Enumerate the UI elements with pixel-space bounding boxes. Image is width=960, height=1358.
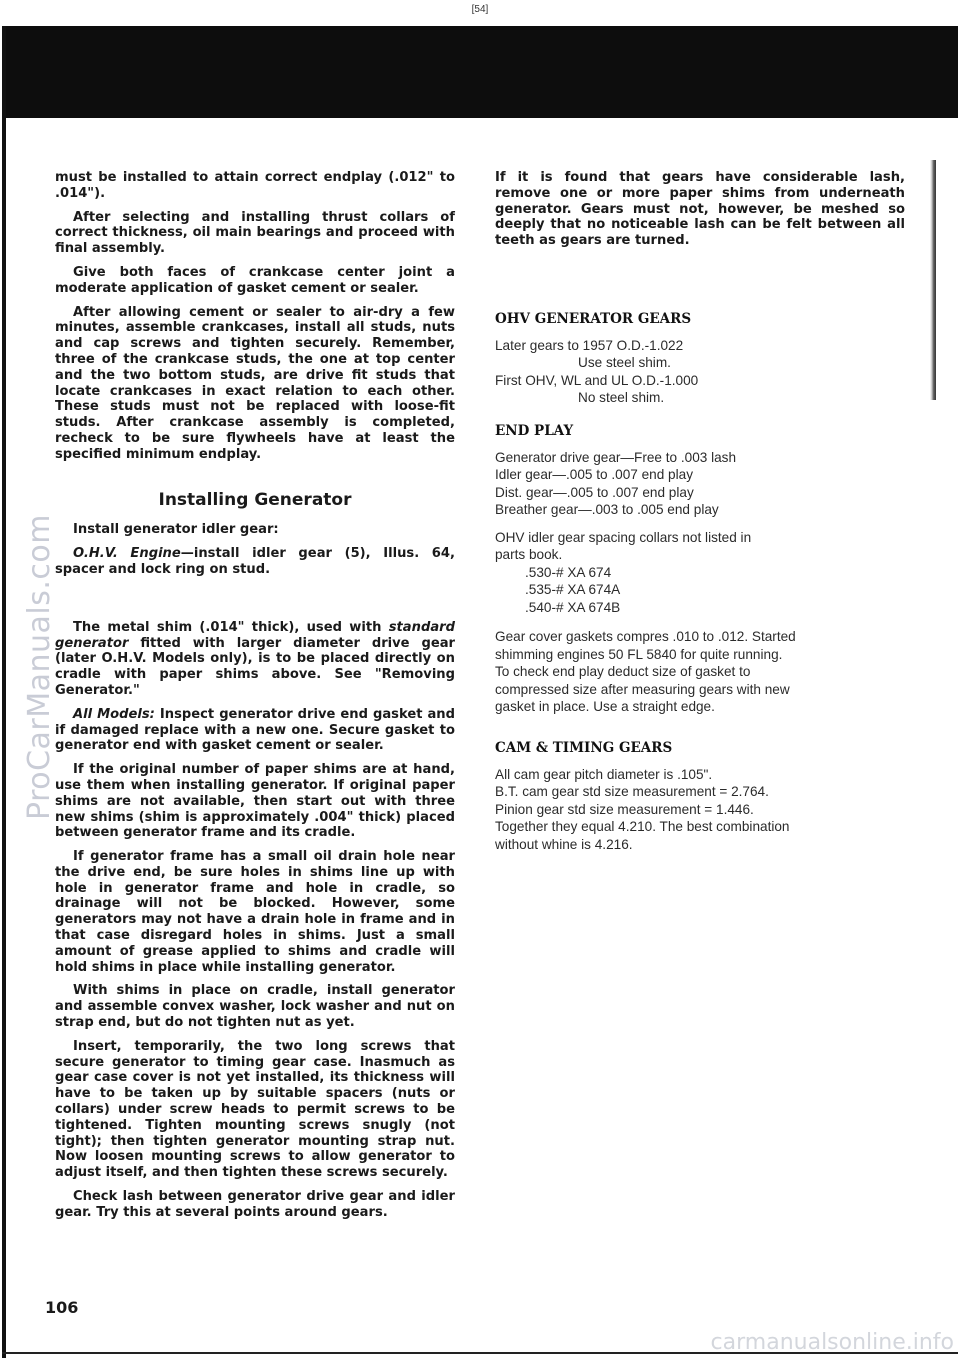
page-number: 106	[45, 1298, 79, 1317]
spec-line: Later gears to 1957 O.D.-1.022	[495, 337, 684, 353]
section-heading: Installing Generator	[158, 489, 352, 510]
paragraph: Check lash between generator drive gear and idler gear. Try this at several points around gears.	[55, 1189, 455, 1220]
spec-line: Generator drive gear—Free to .003 lash	[495, 449, 737, 465]
all-models-label: All Models:	[73, 706, 155, 722]
page-label: [54]	[471, 4, 489, 15]
left-column	[55, 170, 455, 1229]
spec-line: No steel shim.	[578, 390, 665, 406]
spec-line: Use steel shim.	[578, 355, 671, 371]
shim-paragraph: The metal shim (.014" thick), used with standard generator fitted with larger diameter drive gear (later O.H.V. Models only), is to be placed directly on cradle with paper shims above. See "Removing Generator."	[55, 619, 455, 698]
note-line: compressed size after measuring gears with new	[495, 681, 790, 697]
end-play-heading: END PLAY	[495, 422, 574, 439]
spec-line: All cam gear pitch diameter is .105".	[495, 766, 713, 782]
paragraph: Give both faces of crankcase center joint a moderate application of gasket cement or sealer.	[55, 264, 455, 296]
part-number-line: .540-# XA 674B	[525, 599, 621, 615]
paragraph: Install generator idler gear:	[73, 522, 279, 538]
all-models-paragraph: All Models: Inspect generator drive end gasket and if damaged replace with a new one. Secure gasket to generator end with gasket cement or sealer.	[55, 706, 455, 754]
note-line: shimming engines 50 FL 5840 for quite running.	[495, 646, 783, 662]
ohv-text: —install idler gear (5), Illus. 64, spacer and lock ring on stud.	[55, 546, 455, 577]
spec-line: Pinion gear std size measurement = 1.446.	[495, 801, 754, 817]
spec-line: Breather gear—.003 to .005 end play	[495, 502, 719, 518]
spec-line: B.T. cam gear std size measurement = 2.764.	[495, 784, 769, 800]
paragraph: After allowing cement or sealer to air-dry a few minutes, assemble crankcases, install all studs, nuts and cap screws and tighten securely. Remember, three of the crankcase studs, the one at top center and the two bottom studs, are drive fit studs that locate crankcases in exact relation to each other. These studs must not be replaced with loose-fit studs. After crankcase assembly is completed, recheck to be sure flywheels have at least the specified minimum endplay.	[55, 304, 455, 462]
spec-line: First OHV, WL and UL O.D.-1.000	[495, 372, 699, 388]
ohv-label: O.H.V. Engine	[73, 546, 181, 562]
part-number-line: .535-# XA 674A	[525, 582, 621, 598]
left-border-rule	[2, 26, 6, 1358]
spec-line: Dist. gear—.005 to .007 end play	[495, 484, 694, 500]
paragraph: Insert, temporarily, the two long screws that secure generator to timing gear case. Inasmuch as gear case cover is not yet installed, its thickness will have to be taken up by suitable spacers (nuts or collars) under screw heads to permit screws to be tightened. Tighten mounting screws snugly (not tight); then tighten generator mounting strap nut. Now loosen mounting screws to allow generator to adjust itself, and then tighten these screws securely.	[55, 1038, 455, 1181]
paragraph: must be installed to attain correct endplay (.012" to .014").	[55, 170, 455, 201]
paragraph: After selecting and installing thrust collars of correct thickness, oil main bearings and proceed with final assembly.	[55, 209, 455, 257]
spec-line: without whine is 4.216.	[495, 836, 633, 852]
note-line: To check end play deduct size of gasket to	[495, 664, 751, 680]
paragraph: If generator frame has a small oil drain hole near the drive end, be sure holes in shims line up with hole in generator frame and hole in cradle, so drainage will not be blocked. However, some generators may not have a drain hole in frame and in that case disregard holes in shims. Just a small amount of grease applied to shims and cradle will hold shims in place while installing generator.	[55, 849, 455, 975]
right-column	[495, 170, 905, 853]
lash-paragraph: If it is found that gears have considerable lash, remove one or more paper shims from underneath generator. Gears must not, however, be meshed so deeply that no noticeable lash can be felt between all teeth as gears are turned.	[495, 170, 905, 249]
spec-line: parts book.	[495, 547, 563, 563]
ohv-paragraph	[55, 546, 455, 578]
paragraph: If the original number of paper shims are at hand, use them when installing generator. If original paper shims are not available, then start out with three new shims (shim is approximately .004" thick) placed between generator frame and its cradle.	[55, 762, 455, 841]
spec-line: Together they equal 4.210. The best combination	[495, 819, 790, 835]
paragraph: With shims in place on cradle, install generator and assemble convex washer, lock washer and nut on strap end, but do not tighten nut as yet.	[55, 983, 455, 1031]
header-black-bar	[2, 26, 958, 118]
cam-timing-gears-heading: CAM & TIMING GEARS	[495, 739, 673, 756]
page-edge-shadow	[930, 160, 936, 400]
note-line: gasket in place. Use a straight edge.	[495, 699, 715, 715]
part-number-line: .530-# XA 674	[525, 564, 612, 580]
side-watermark: ProCarManuals.com	[22, 513, 57, 820]
spec-line: Idler gear—.005 to .007 end play	[495, 467, 693, 483]
bottom-watermark: carmanualsonline.info	[710, 1330, 954, 1355]
note-line: Gear cover gaskets compres .010 to .012. Started	[495, 629, 796, 645]
spec-line: OHV idler gear spacing collars not listed in	[495, 529, 752, 545]
ohv-generator-gears-heading: OHV GENERATOR GEARS	[495, 310, 692, 327]
shim-emphasis: standard generator	[55, 619, 455, 651]
